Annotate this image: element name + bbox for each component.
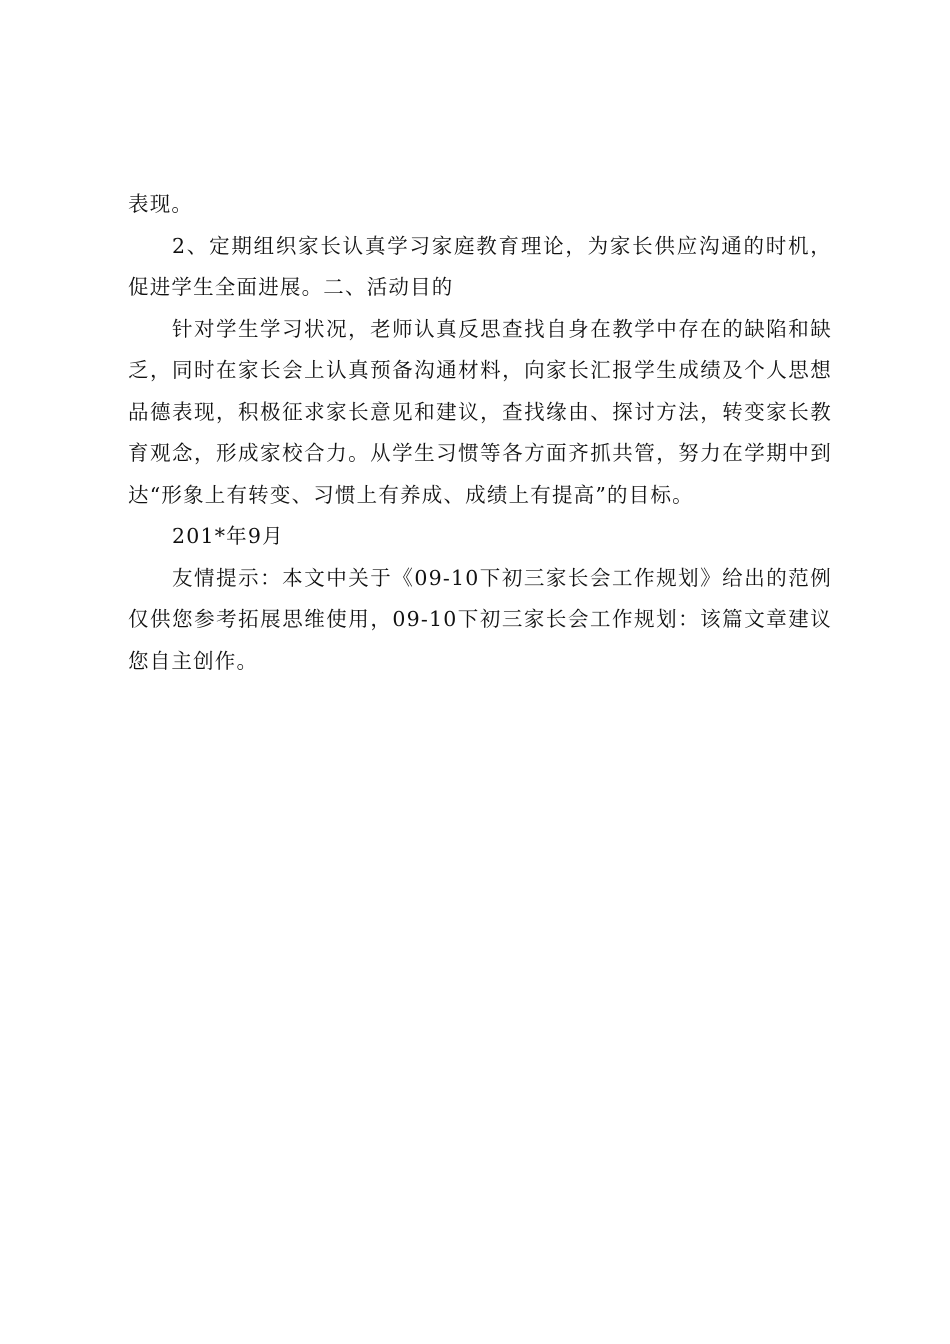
paragraph-continuation: 表现。 bbox=[128, 192, 194, 216]
paragraph-date: 201*年9月 bbox=[172, 524, 284, 548]
paragraph-activity-goal: 针对学生学习状况，老师认真反思查找自身在教学中存在的缺陷和缺乏，同时在家长会上认真预备沟通材料，向家长汇报学生成绩及个人思想品德表现，积极征求家长意见和建议，查找缘由、探讨方法，转变家长教育观念，形成家校合力。从学生习惯等各方面齐抓共管，努力在学期中到达“形象上有转变、习惯上有养成、成绩上有提高”的目标。 bbox=[128, 316, 832, 507]
paragraph-item-2: 2、定期组织家长认真学习家庭教育理论，为家长供应沟通的时机，促进学生全面进展。二、活动目的 bbox=[128, 233, 832, 299]
paragraph-friendly-tip: 友情提示：本文中关于《09-10下初三家长会工作规划》给出的范例仅供您参考拓展思维使用，09-10下初三家长会工作规划：该篇文章建议您自主创作。 bbox=[128, 565, 832, 673]
document-body bbox=[128, 184, 832, 682]
